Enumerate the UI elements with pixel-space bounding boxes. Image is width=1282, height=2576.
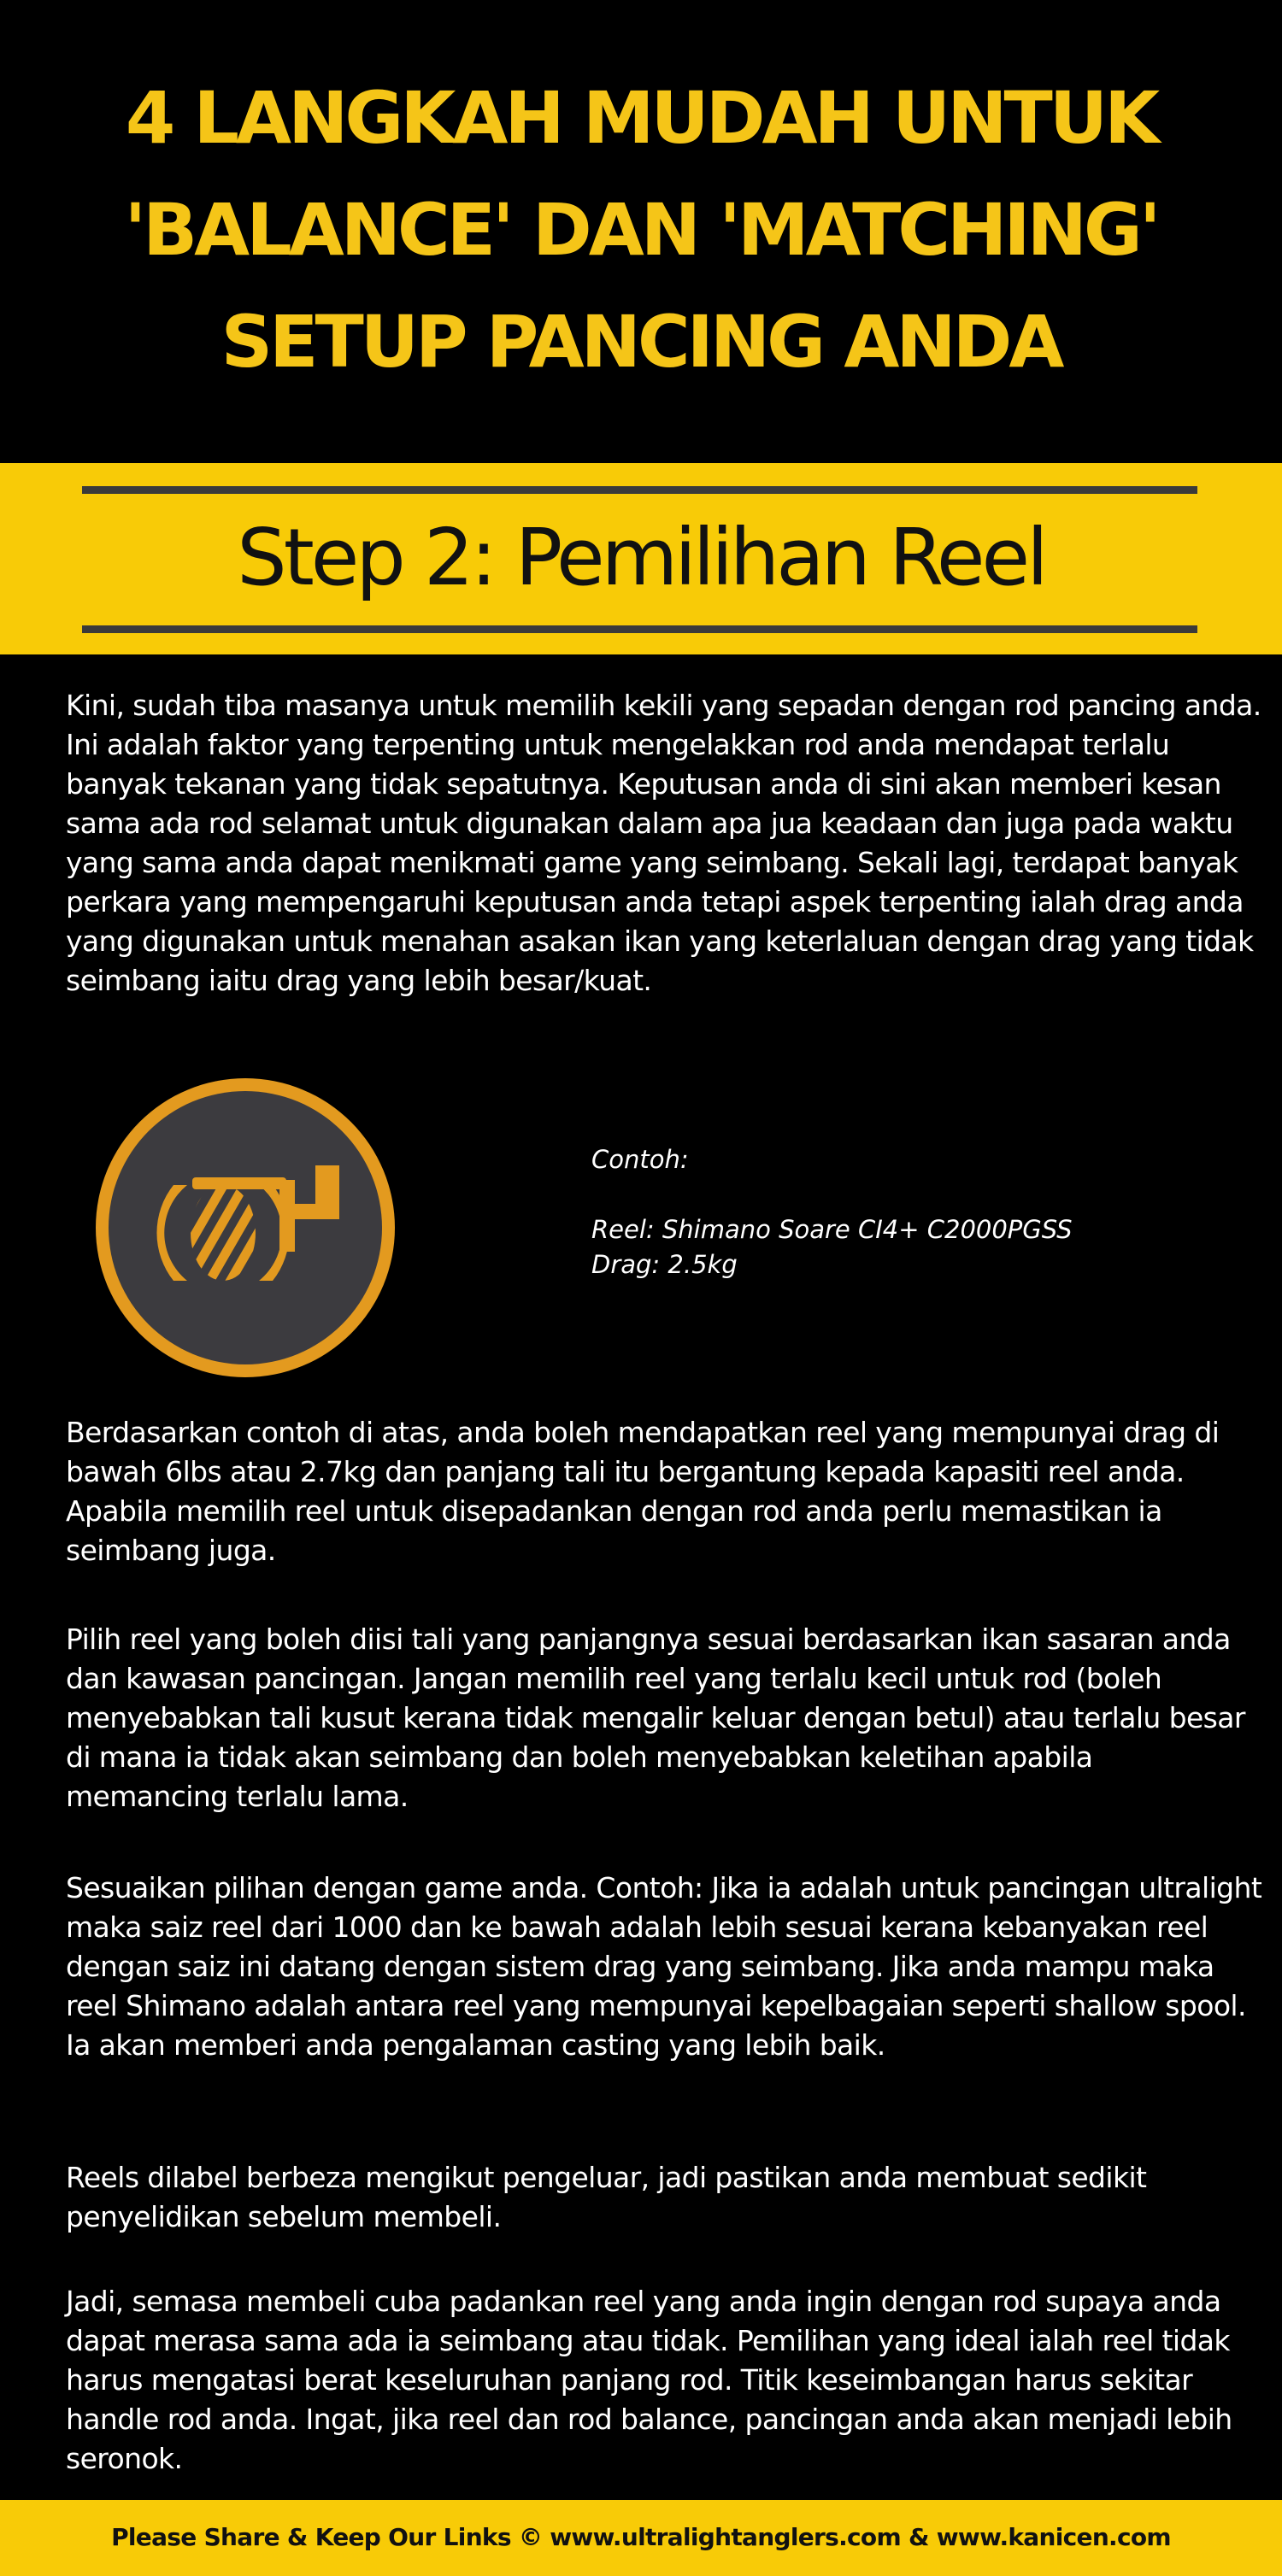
body-paragraph-4: Reels dilabel berbeza mengikut pengeluar, jadi pastikan anda membuat sedikit penyelidikan sebelum membeli. [66,2161,1147,2233]
example-spacer [591,1177,1073,1212]
example-reel: Reel: Shimano Soare CI4+ C2000PGSS [591,1215,1073,1244]
body-paragraph-1: Berdasarkan contoh di atas, anda boleh mendapatkan reel yang mempunyai drag di bawah 6lbs atau 2.7kg dan panjang tali itu bergantung kepada kapasiti reel anda. Apabila memilih reel untuk disepadankan dengan rod anda perlu memastikan ia seimbang juga. [66,1416,1220,1567]
main-title-line-1: 4 LANGKAH MUDAH UNTUK [125,76,1157,160]
fishing-reel-icon [91,1074,399,1382]
step-heading-band [0,463,1282,654]
main-title-line-3: SETUP PANCING ANDA [221,300,1061,384]
footer-band [0,2500,1282,2576]
top-divider-rule [82,486,1197,494]
main-title-line-2: 'BALANCE' DAN 'MATCHING' [124,188,1158,272]
bottom-divider-rule [82,625,1197,633]
footer-share-links: Please Share & Keep Our Links © www.ultralightanglers.com & www.kanicen.com [111,2523,1171,2551]
title-block [0,0,1282,463]
body-paragraph-3: Sesuaikan pilihan dengan game anda. Contoh: Jika ia adalah untuk pancingan ultralight maka saiz reel dari 1000 dan ke bawah adalah lebih sesuai kerana kebanyakan reel dengan saiz ini datang dengan sistem drag yang seimbang. Jika anda mampu maka reel Shimano adalah antara reel yang mempunyai kepelbagaian seperti shallow spool. Ia akan memberi anda pengalaman casting yang lebih baik. [66,1871,1262,2062]
example-box [591,1142,1073,1282]
example-drag: Drag: 2.5kg [591,1250,738,1279]
example-heading: Contoh: [591,1145,689,1174]
body-paragraph-5: Jadi, semasa membeli cuba padankan reel yang anda ingin dengan rod supaya anda dapat merasa sama ada ia seimbang atau tidak. Pemilihan yang ideal ialah reel tidak harus mengatasi berat keseluruhan panjang rod. Titik keseimbangan harus sekitar handle rod anda. Ingat, jika reel dan rod balance, pancingan anda akan menjadi lebih seronok. [66,2285,1232,2475]
step-title: Step 2: Pemilihan Reel [237,512,1045,603]
body-paragraph-2: Pilih reel yang boleh diisi tali yang panjangnya sesuai berdasarkan ikan sasaran anda dan kawasan pancingan. Jangan memilih reel yang terlalu kecil untuk rod (boleh menyebabkan tali kusut kerana tidak mengalir keluar dengan betul) atau terlalu besar di mana ia tidak akan seimbang dan boleh menyebabkan keletihan apabila memancing terlalu lama. [66,1622,1245,1813]
intro-paragraph: Kini, sudah tiba masanya untuk memilih kekili yang sepadan dengan rod pancing anda. Ini adalah faktor yang terpenting untuk mengelakkan rod anda mendapat terlalu banyak tekanan yang tidak sepatutnya. Keputusan anda di sini akan memberi kesan sama ada rod selamat untuk digunakan dalam apa jua keadaan dan juga pada waktu yang sama anda dapat menikmati game yang seimbang. Sekali lagi, terdapat banyak perkara yang mempengaruhi keputusan anda tetapi aspek terpenting ialah drag anda yang digunakan untuk menahan asakan ikan yang keterlaluan dengan drag yang tidak seimbang iaitu drag yang lebih besar/kuat. [66,689,1261,997]
